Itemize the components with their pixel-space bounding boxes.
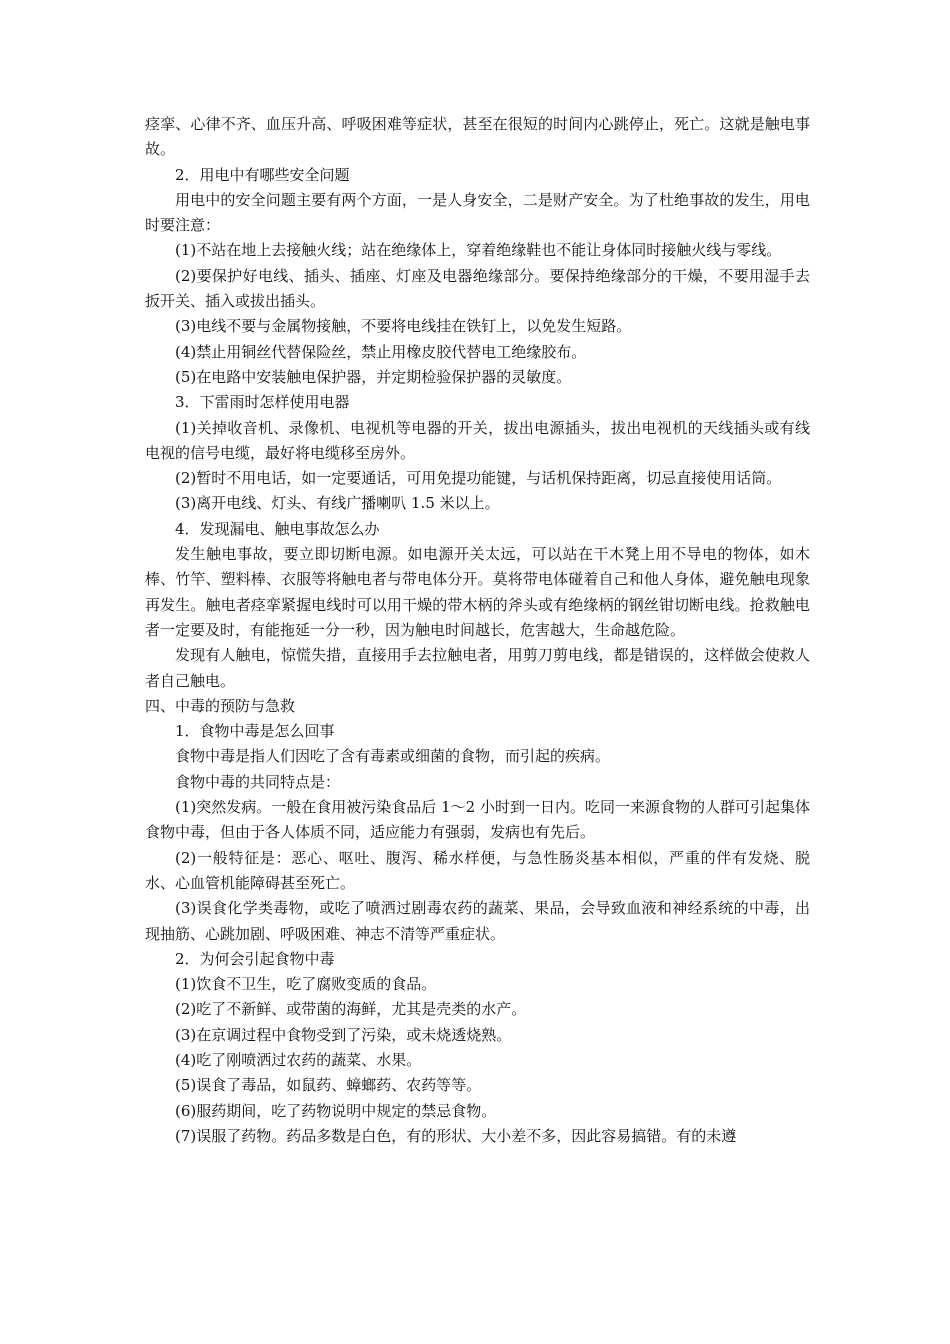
section-heading: 2．用电中有哪些安全问题 — [175, 165, 350, 184]
list-item: (2)要保护好电线、插头、插座、灯座及电器绝缘部分。要保持绝缘部分的干燥，不要用湿手去扳开关、插入或拔出插头。 — [145, 266, 810, 311]
list-item: (1)不站在地上去接触火线；站在绝缘体上，穿着绝缘鞋也不能让身体同时接触火线与零线。 — [175, 241, 782, 260]
list-item: (3)误食化学类毒物，或吃了喷洒过剧毒农药的蔬菜、果品，会导致血液和神经系统的中毒，出现抽筋、心跳加剧、呼吸困难、神志不清等严重症状。 — [145, 899, 810, 943]
list-item: (2)吃了不新鲜、或带菌的海鲜，尤其是壳类的水产。 — [175, 1000, 527, 1019]
paragraph: 痉挛、心律不齐、血压升高、呼吸困难等症状，甚至在很短的时间内心跳停止，死亡。这就是触电事故。 — [145, 115, 810, 159]
paragraph: 发生触电事故，要立即切断电源。如电源开关太远，可以站在干木凳上用不导电的物体，如木棒、竹竿、塑料棒、衣服等将触电者与带电体分开。莫将带电体碰着自己和他人身体，避免触电现象再发生。触电者痉挛紧握电线时可以用干燥的带木柄的斧头或有绝缘柄的钢丝钳切断电线。抢救触电者一定要及时，有能拖延一分一秒，因为触电时间越长，危害越大，生命越危险。 — [145, 545, 810, 639]
list-item: (7)误服了药物。药品多数是白色，有的形状、大小差不多，因此容易搞错。有的未遵 — [175, 1126, 737, 1145]
paragraph: 用电中的安全问题主要有两个方面，一是人身安全，二是财产安全。为了杜绝事故的发生，用电时要注意： — [145, 190, 810, 235]
list-item: (3)电线不要与金属物接触，不要将电线挂在铁钉上，以免发生短路。 — [175, 317, 632, 336]
paragraph: 发现有人触电，惊慌失措，直接用手去拉触电者，用剪刀剪电线，都是错误的，这样做会使救人者自己触电。 — [145, 646, 810, 690]
list-item: (2)一般特征是：恶心、呕吐、腹泻、稀水样便，与急性肠炎基本相似，严重的伴有发烧、脱水、心血管机能障碍甚至死亡。 — [145, 848, 810, 892]
chapter-heading: 四、中毒的预防与急救 — [145, 696, 296, 715]
section-heading: 1．食物中毒是怎么回事 — [175, 722, 335, 741]
document-page — [145, 112, 810, 1149]
list-item: (5)误食了毒品，如鼠药、蟑螂药、农药等等。 — [175, 1076, 482, 1095]
list-item: (3)在京调过程中食物受到了污染，或未烧透烧熟。 — [175, 1025, 512, 1044]
list-item: (5)在电路中安装触电保护器，并定期检验保护器的灵敏度。 — [175, 367, 572, 386]
list-item: (1)饮食不卫生，吃了腐败变质的食品。 — [175, 975, 437, 994]
list-item: (1)突然发病。一般在食用被污染食品后 1～2 小时到一日内。吃同一来源食物的人群可引起集体食物中毒，但由于各人体质不同，适应能力有强弱，发病也有先后。 — [145, 798, 810, 842]
list-item: (4)吃了刚喷洒过农药的蔬菜、水果。 — [175, 1050, 422, 1069]
list-item: (2)暂时不用电话，如一定要通话，可用免提功能键，与话机保持距离，切忌直接使用话筒。 — [175, 469, 782, 488]
list-item: (6)服药期间，吃了药物说明中规定的禁忌食物。 — [175, 1101, 497, 1120]
list-item: (4)禁止用铜丝代替保险丝，禁止用橡皮胶代替电工绝缘胶布。 — [175, 342, 587, 361]
section-heading: 3．下雷雨时怎样使用电器 — [175, 393, 350, 412]
paragraph: 食物中毒是指人们因吃了含有毒素或细菌的食物，而引起的疾病。 — [175, 747, 611, 766]
list-item: (3)离开电线、灯头、有线广播喇叭 1.5 米以上。 — [175, 494, 500, 513]
list-item: (1)关掉收音机、录像机、电视机等电器的开关，拔出电源插头，拔出电视机的天线插头或有线电视的信号电缆，最好将电缆移至房外。 — [145, 418, 810, 462]
section-heading: 4．发现漏电、触电事故怎么办 — [175, 519, 380, 538]
section-heading: 2．为何会引起食物中毒 — [175, 949, 335, 968]
paragraph: 食物中毒的共同特点是： — [175, 772, 341, 791]
